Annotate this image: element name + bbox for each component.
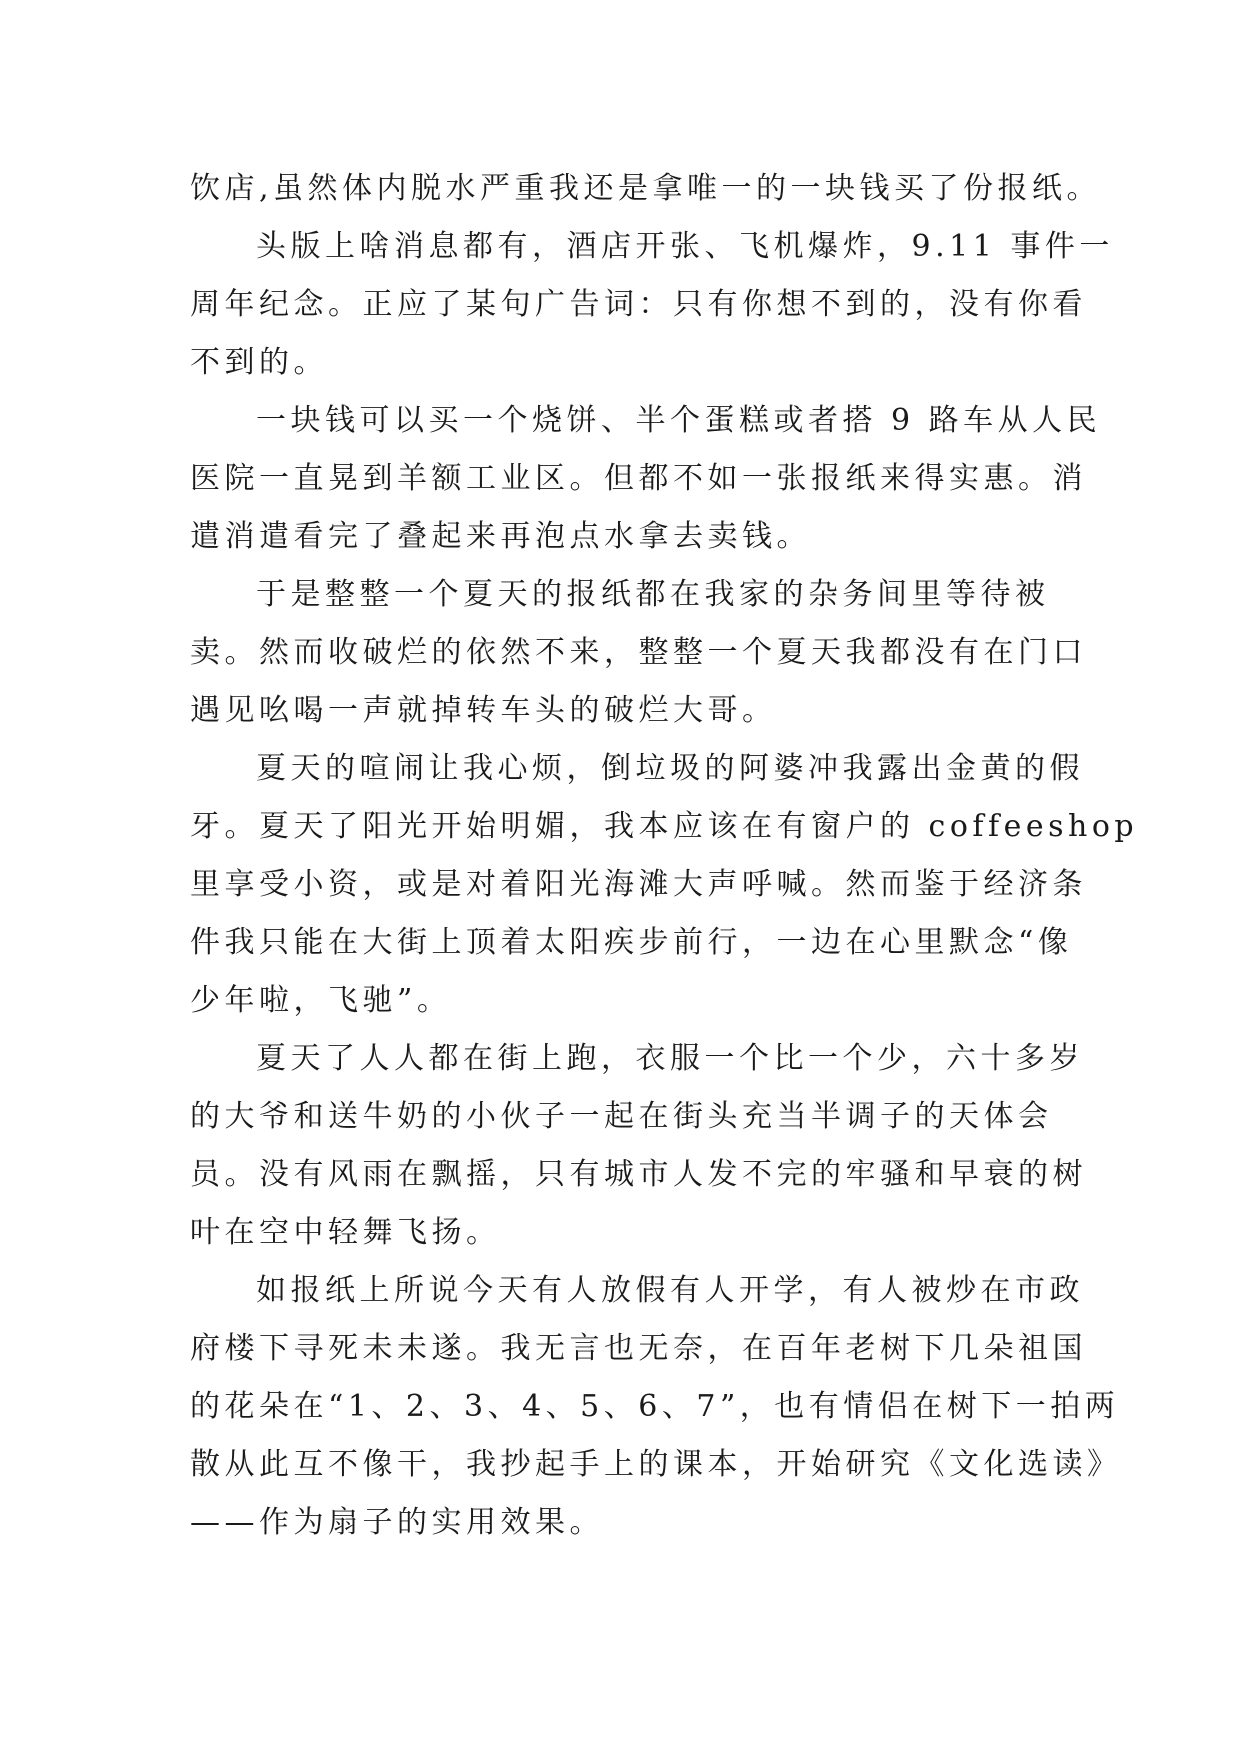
text-line: 少年啦，飞驰”。: [190, 983, 452, 1018]
text-line: 如报纸上所说今天有人放假有人开学，有人被炒在市政: [256, 1273, 1084, 1308]
text-line: 不到的。: [190, 345, 328, 380]
text-line: 牙。夏天了阳光开始明媚，我本应该在有窗户的 coffeeshop: [190, 809, 1139, 844]
text-line: 叶在空中轻舞飞扬。: [190, 1215, 501, 1250]
text-line: 的花朵在“1、2、3、4、5、6、7”，也有情侣在树下一拍两: [190, 1389, 1120, 1424]
text-line: ——作为扇子的实用效果。: [190, 1505, 604, 1540]
text-line: 一块钱可以买一个烧饼、半个蛋糕或者搭 9 路车从人民: [256, 403, 1102, 438]
text-line: 于是整整一个夏天的报纸都在我家的杂务间里等待被: [256, 577, 1050, 612]
text-line: 遣消遣看完了叠起来再泡点水拿去卖钱。: [190, 519, 811, 554]
text-line: 府楼下寻死未未遂。我无言也无奈，在百年老树下几朵祖国: [190, 1331, 1087, 1366]
text-line: 散从此互不像干，我抄起手上的课本，开始研究《文化选读》: [190, 1447, 1122, 1482]
document-body: [190, 160, 1139, 1552]
text-line: 头版上啥消息都有，酒店开张、飞机爆炸，9.11 事件一: [256, 229, 1114, 264]
text-line: 夏天的喧闹让我心烦，倒垃圾的阿婆冲我露出金黄的假: [256, 751, 1084, 786]
text-line: 里享受小资，或是对着阳光海滩大声呼喊。然而鉴于经济条: [190, 867, 1087, 902]
text-line: 卖。然而收破烂的依然不来，整整一个夏天我都没有在门口: [190, 635, 1087, 670]
text-line: 件我只能在大街上顶着太阳疾步前行，一边在心里默念“像: [190, 925, 1073, 960]
text-line: 饮店,虽然体内脱水严重我还是拿唯一的一块钱买了份报纸。: [190, 171, 1102, 206]
text-line: 员。没有风雨在飘摇，只有城市人发不完的牢骚和早衰的树: [190, 1157, 1087, 1192]
text-line: 医院一直晃到羊额工业区。但都不如一张报纸来得实惠。消: [190, 461, 1087, 496]
text-line: 夏天了人人都在街上跑，衣服一个比一个少，六十多岁: [256, 1041, 1084, 1076]
text-line: 遇见吆喝一声就掉转车头的破烂大哥。: [190, 693, 777, 728]
text-line: 的大爷和送牛奶的小伙子一起在街头充当半调子的天体会: [190, 1099, 1053, 1134]
text-line: 周年纪念。正应了某句广告词：只有你想不到的，没有你看: [190, 287, 1087, 322]
